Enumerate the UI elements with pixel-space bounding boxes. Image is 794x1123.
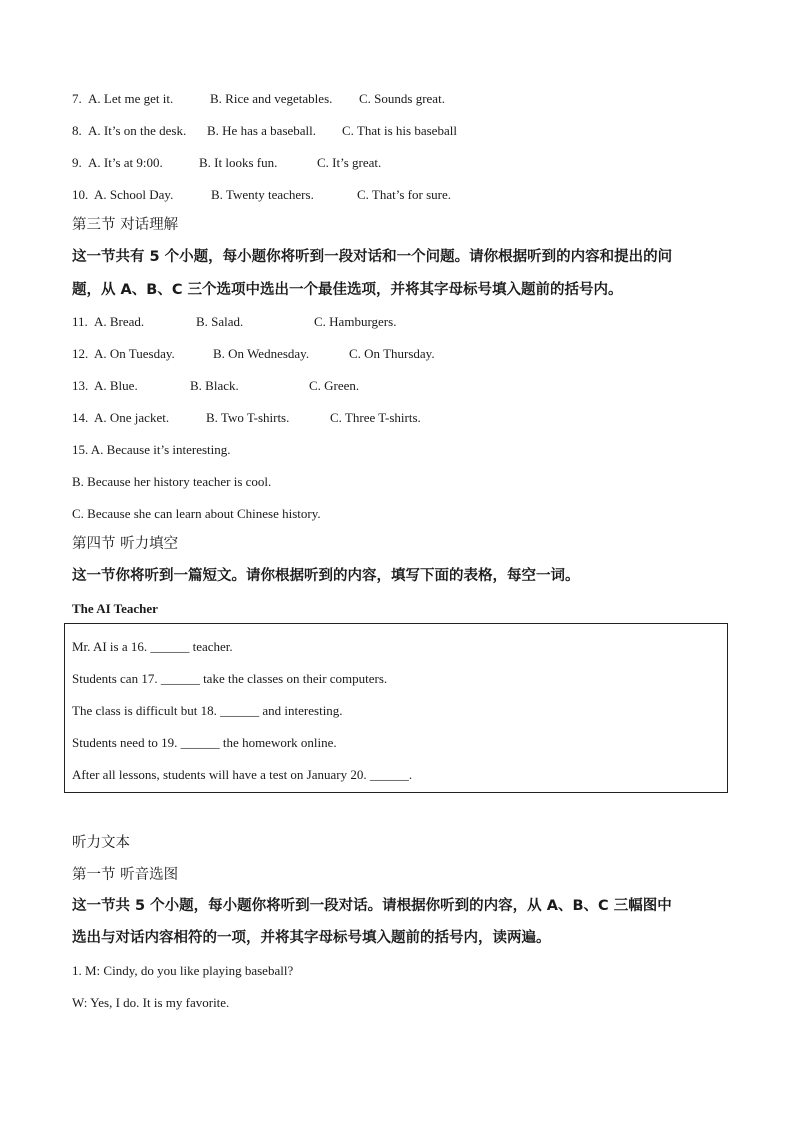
question-15-option-a: 15. A. Because it’s interesting. [72,442,231,457]
option-a: A. Bread. [94,314,145,329]
question-number: 12. [72,346,89,361]
question-8-options [72,123,732,139]
section-3-instruction-line-2: 题，从 A、B、C 三个选项中选出一个最佳选项，并将其字母标号填入题前的括号内。 [72,282,623,298]
question-number: 9. [72,155,82,170]
question-15-option-c: C. Because she can learn about Chinese history. [72,506,321,521]
section-3-instruction-line-1: 这一节共有 5 个小题，每小题你将听到一段对话和一个问题。请你根据听到的内容和提出的问 [72,249,673,265]
question-10-options [72,187,732,203]
question-15-option-b: B. Because her history teacher is cool. [72,474,272,489]
option-b: B. It looks fun. [199,155,278,170]
option-c: C. That’s for sure. [357,187,451,202]
fill-in-table [64,623,728,793]
question-number: 14. [72,410,89,425]
option-a: A. It’s at 9:00. [88,155,163,170]
section-4-title: 第四节 听力填空 [72,536,179,552]
option-b: B. On Wednesday. [213,346,310,361]
option-a: A. One jacket. [94,410,170,425]
option-a: A. Blue. [94,378,138,393]
option-b: B. He has a baseball. [207,123,317,138]
option-a: A. On Tuesday. [94,346,175,361]
question-number: 7. [72,91,82,106]
option-c: C. Hamburgers. [314,314,397,329]
option-b: B. Rice and vegetables. [210,91,333,106]
option-a: A. Let me get it. [88,91,174,106]
section-3-title: 第三节 对话理解 [72,217,179,233]
option-c: C. Three T-shirts. [330,410,421,425]
option-a: A. School Day. [94,187,174,202]
question-14-options [72,410,732,426]
option-c: C. It’s great. [317,155,382,170]
transcript-line-1: 1. M: Cindy, do you like playing baseball? [72,963,294,978]
option-c: C. Green. [309,378,360,393]
question-number: 10. [72,187,89,202]
question-12-options [72,346,732,362]
transcript-heading: 听力文本 [72,835,130,851]
table-row: Students can 17. ______ take the classes on their computers. [72,671,388,686]
table-title: The AI Teacher [72,601,158,616]
transcript-line-2: W: Yes, I do. It is my favorite. [72,995,230,1010]
question-13-options [72,378,732,394]
option-b: B. Twenty teachers. [211,187,314,202]
question-7-options [72,91,732,107]
option-c: C. On Thursday. [349,346,435,361]
option-b: B. Two T-shirts. [206,410,290,425]
table-row: The class is difficult but 18. ______ and interesting. [72,703,343,718]
option-b: B. Black. [190,378,239,393]
table-row: Mr. AI is a 16. ______ teacher. [72,639,233,654]
option-c: C. Sounds great. [359,91,445,106]
question-11-options [72,314,732,330]
table-row: Students need to 19. ______ the homework online. [72,735,337,750]
section-4-instruction: 这一节你将听到一篇短文。请你根据听到的内容，填写下面的表格，每空一词。 [72,568,580,584]
transcript-section-1-title: 第一节 听音选图 [72,867,179,883]
question-number: 11. [72,314,88,329]
option-c: C. That is his baseball [342,123,457,138]
option-a: A. It’s on the desk. [88,123,187,138]
question-9-options [72,155,732,171]
option-b: B. Salad. [196,314,244,329]
table-row: After all lessons, students will have a test on January 20. ______. [72,767,413,782]
question-number: 13. [72,378,89,393]
transcript-instruction-line-1: 这一节共 5 个小题，每小题你将听到一段对话。请根据你听到的内容，从 A、B、C 三幅图中 [72,898,672,914]
question-number: 8. [72,123,82,138]
transcript-instruction-line-2: 选出与对话内容相符的一项，并将其字母标号填入题前的括号内，读两遍。 [72,930,551,946]
